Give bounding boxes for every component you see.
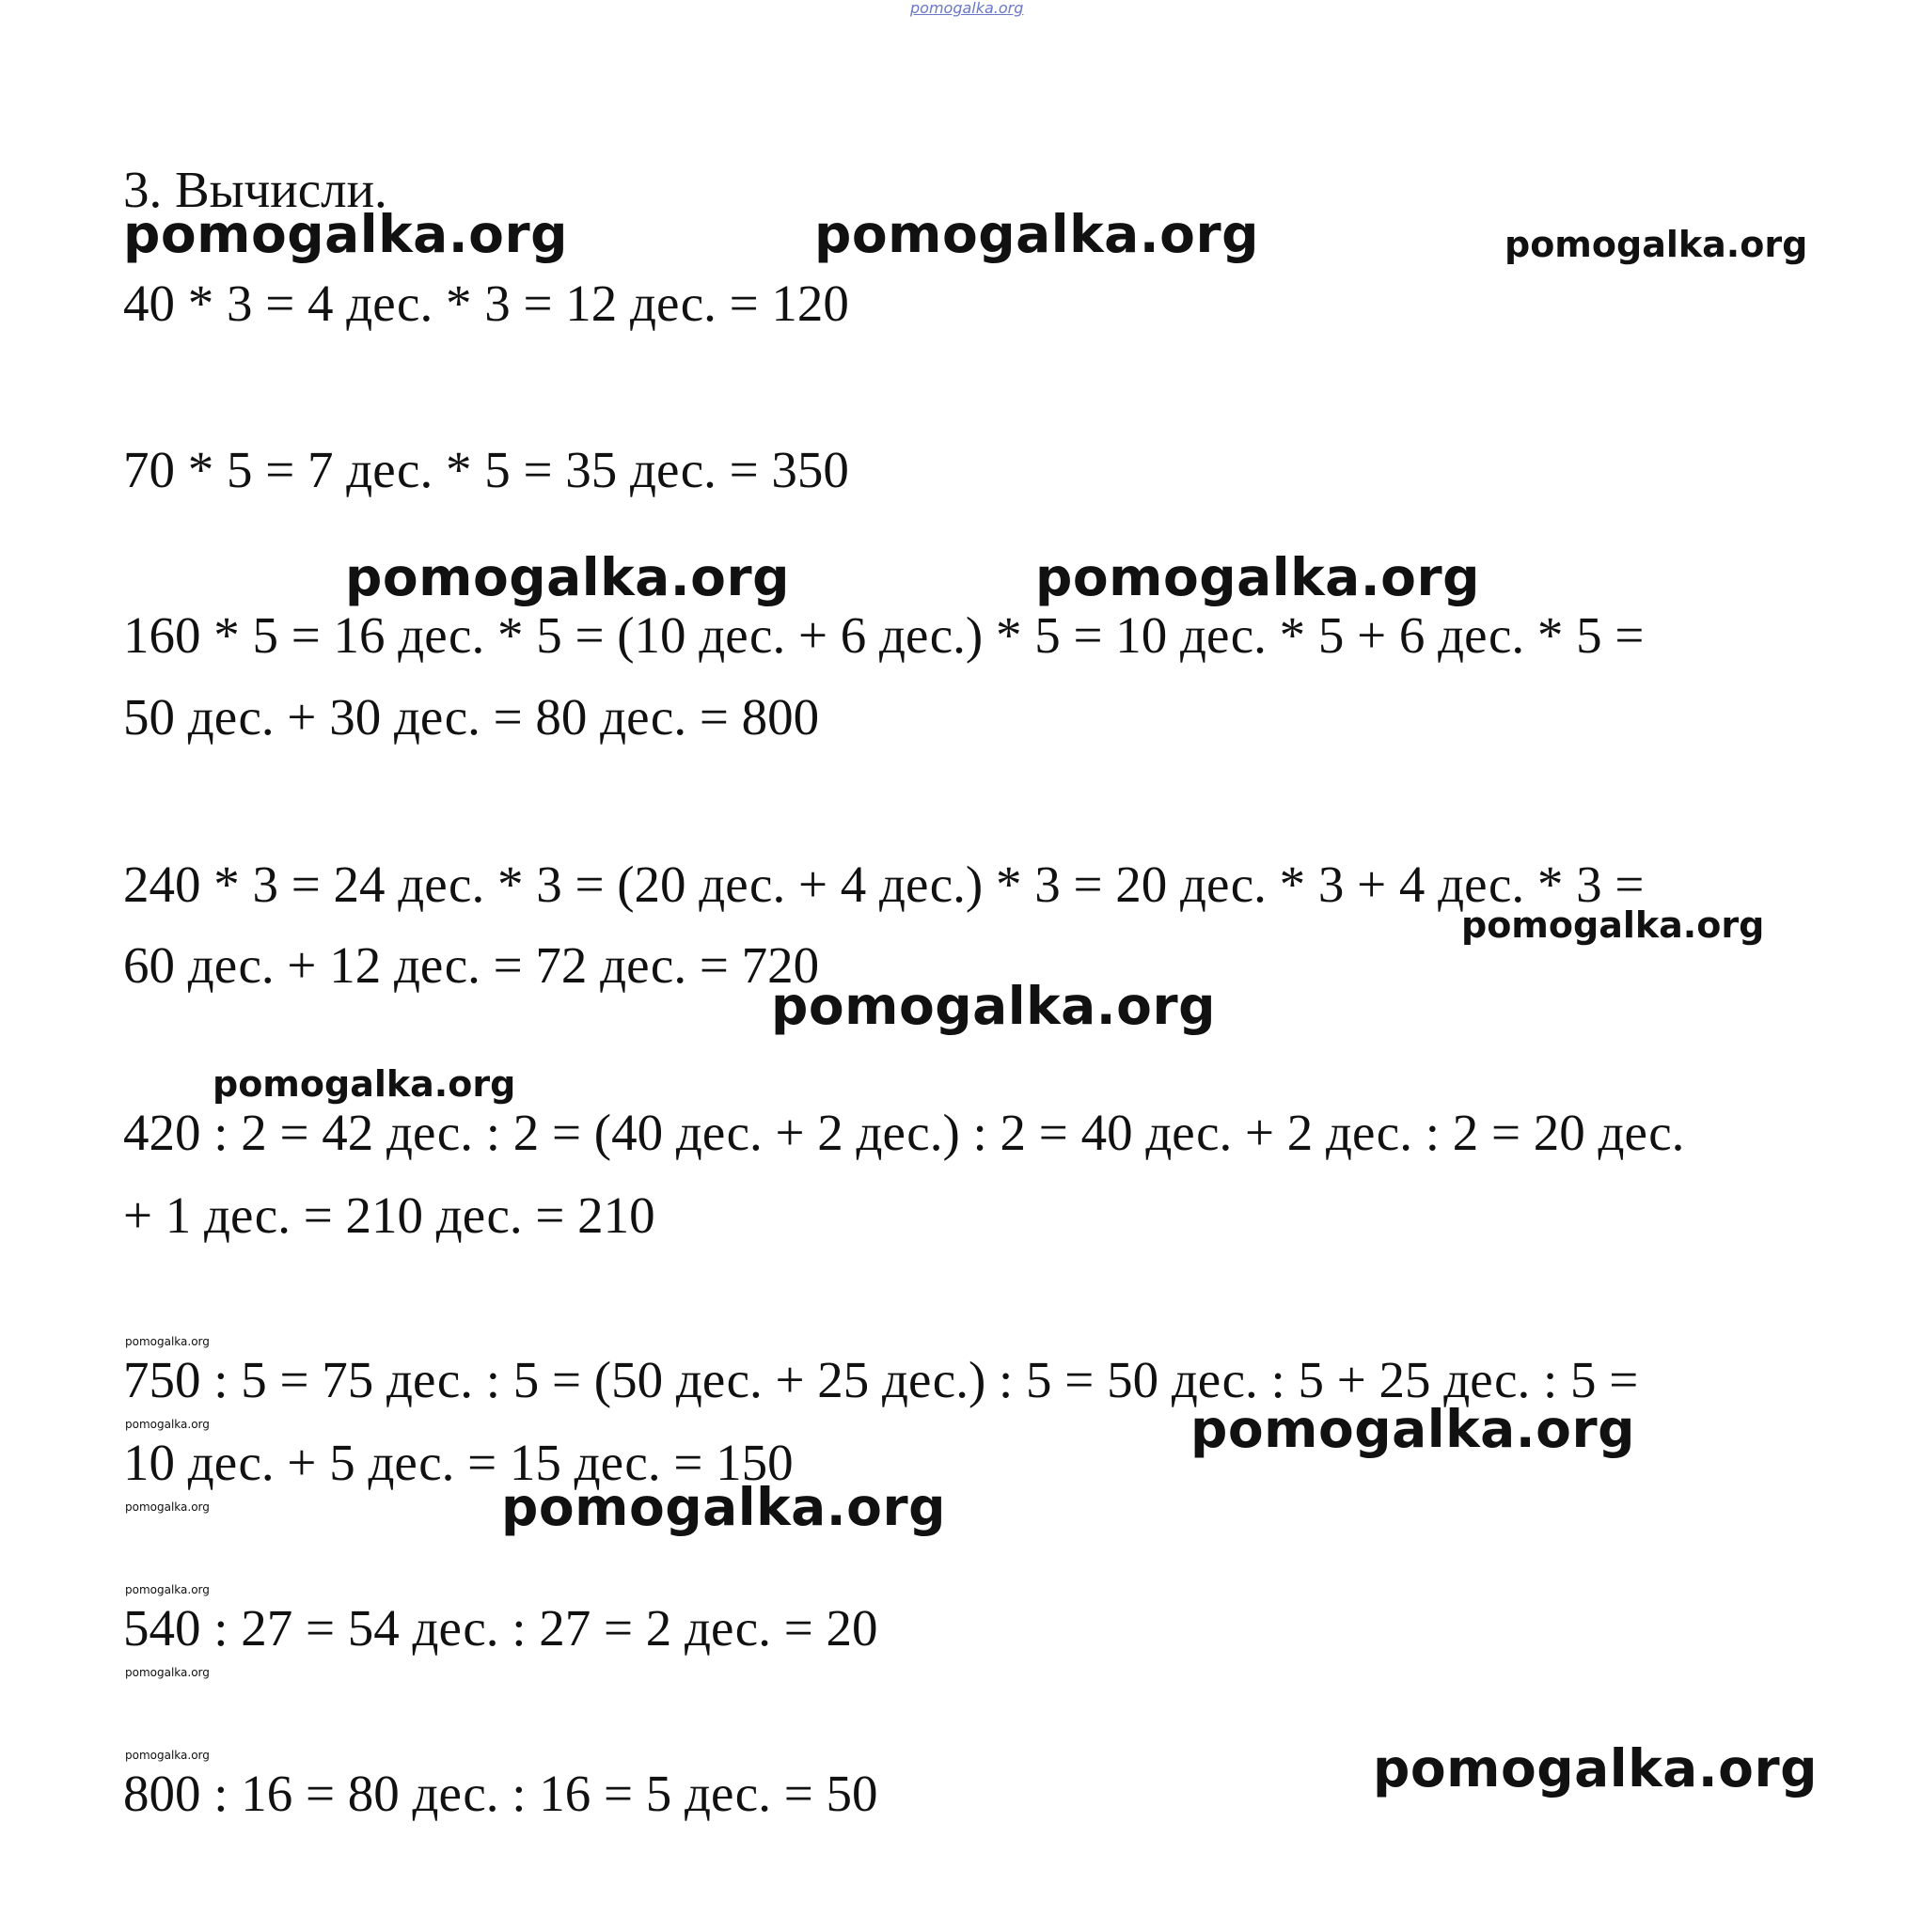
- watermark: pomogalka.org: [1505, 224, 1808, 265]
- equation-line: + 1 дес. = 210 дес. = 210: [123, 1186, 655, 1244]
- watermark: pomogalka.org: [1461, 904, 1765, 946]
- watermark: pomogalka.org: [814, 204, 1259, 264]
- equation-line: 50 дес. + 30 дес. = 80 дес. = 800: [123, 688, 820, 746]
- site-link[interactable]: pomogalka.org: [910, 0, 1024, 17]
- watermark: pomogalka.org: [1035, 547, 1480, 607]
- watermark: pomogalka.org: [1190, 1399, 1635, 1459]
- watermark: pomogalka.org: [1373, 1738, 1818, 1798]
- watermark: pomogalka.org: [125, 1335, 210, 1348]
- equation-line: 240 * 3 = 24 дес. * 3 = (20 дес. + 4 дес.) * 3 = 20 дес. * 3 + 4 дес. * 3 =: [123, 856, 1645, 913]
- equation-line: 800 : 16 = 80 дес. : 16 = 5 дес. = 50: [123, 1765, 878, 1822]
- watermark: pomogalka.org: [125, 1583, 210, 1596]
- equation-line: 70 * 5 = 7 дес. * 5 = 35 дес. = 350: [123, 441, 849, 498]
- watermark: pomogalka.org: [771, 976, 1216, 1036]
- equation-line: 60 дес. + 12 дес. = 72 дес. = 720: [123, 936, 820, 994]
- equation-line: 10 дес. + 5 дес. = 15 дес. = 150: [123, 1434, 794, 1491]
- watermark: pomogalka.org: [125, 1418, 210, 1431]
- watermark: pomogalka.org: [125, 1500, 210, 1514]
- equation-line: 540 : 27 = 54 дес. : 27 = 2 дес. = 20: [123, 1599, 878, 1657]
- watermark: pomogalka.org: [125, 1666, 210, 1679]
- equation-line: 420 : 2 = 42 дес. : 2 = (40 дес. + 2 дес.) : 2 = 40 дес. + 2 дес. : 2 = 20 дес.: [123, 1104, 1685, 1161]
- equation-line: 160 * 5 = 16 дес. * 5 = (10 дес. + 6 дес.) * 5 = 10 дес. * 5 + 6 дес. * 5 =: [123, 606, 1645, 664]
- task-title: 3. Вычисли.: [123, 161, 387, 218]
- equation-line: 750 : 5 = 75 дес. : 5 = (50 дес. + 25 дес.) : 5 = 50 дес. : 5 + 25 дес. : 5 =: [123, 1351, 1639, 1408]
- watermark: pomogalka.org: [345, 547, 790, 607]
- watermark: pomogalka.org: [501, 1477, 946, 1537]
- watermark: pomogalka.org: [123, 204, 568, 264]
- watermark: pomogalka.org: [125, 1749, 210, 1762]
- watermark: pomogalka.org: [213, 1063, 516, 1105]
- equation-line: 40 * 3 = 4 дес. * 3 = 12 дес. = 120: [123, 275, 849, 332]
